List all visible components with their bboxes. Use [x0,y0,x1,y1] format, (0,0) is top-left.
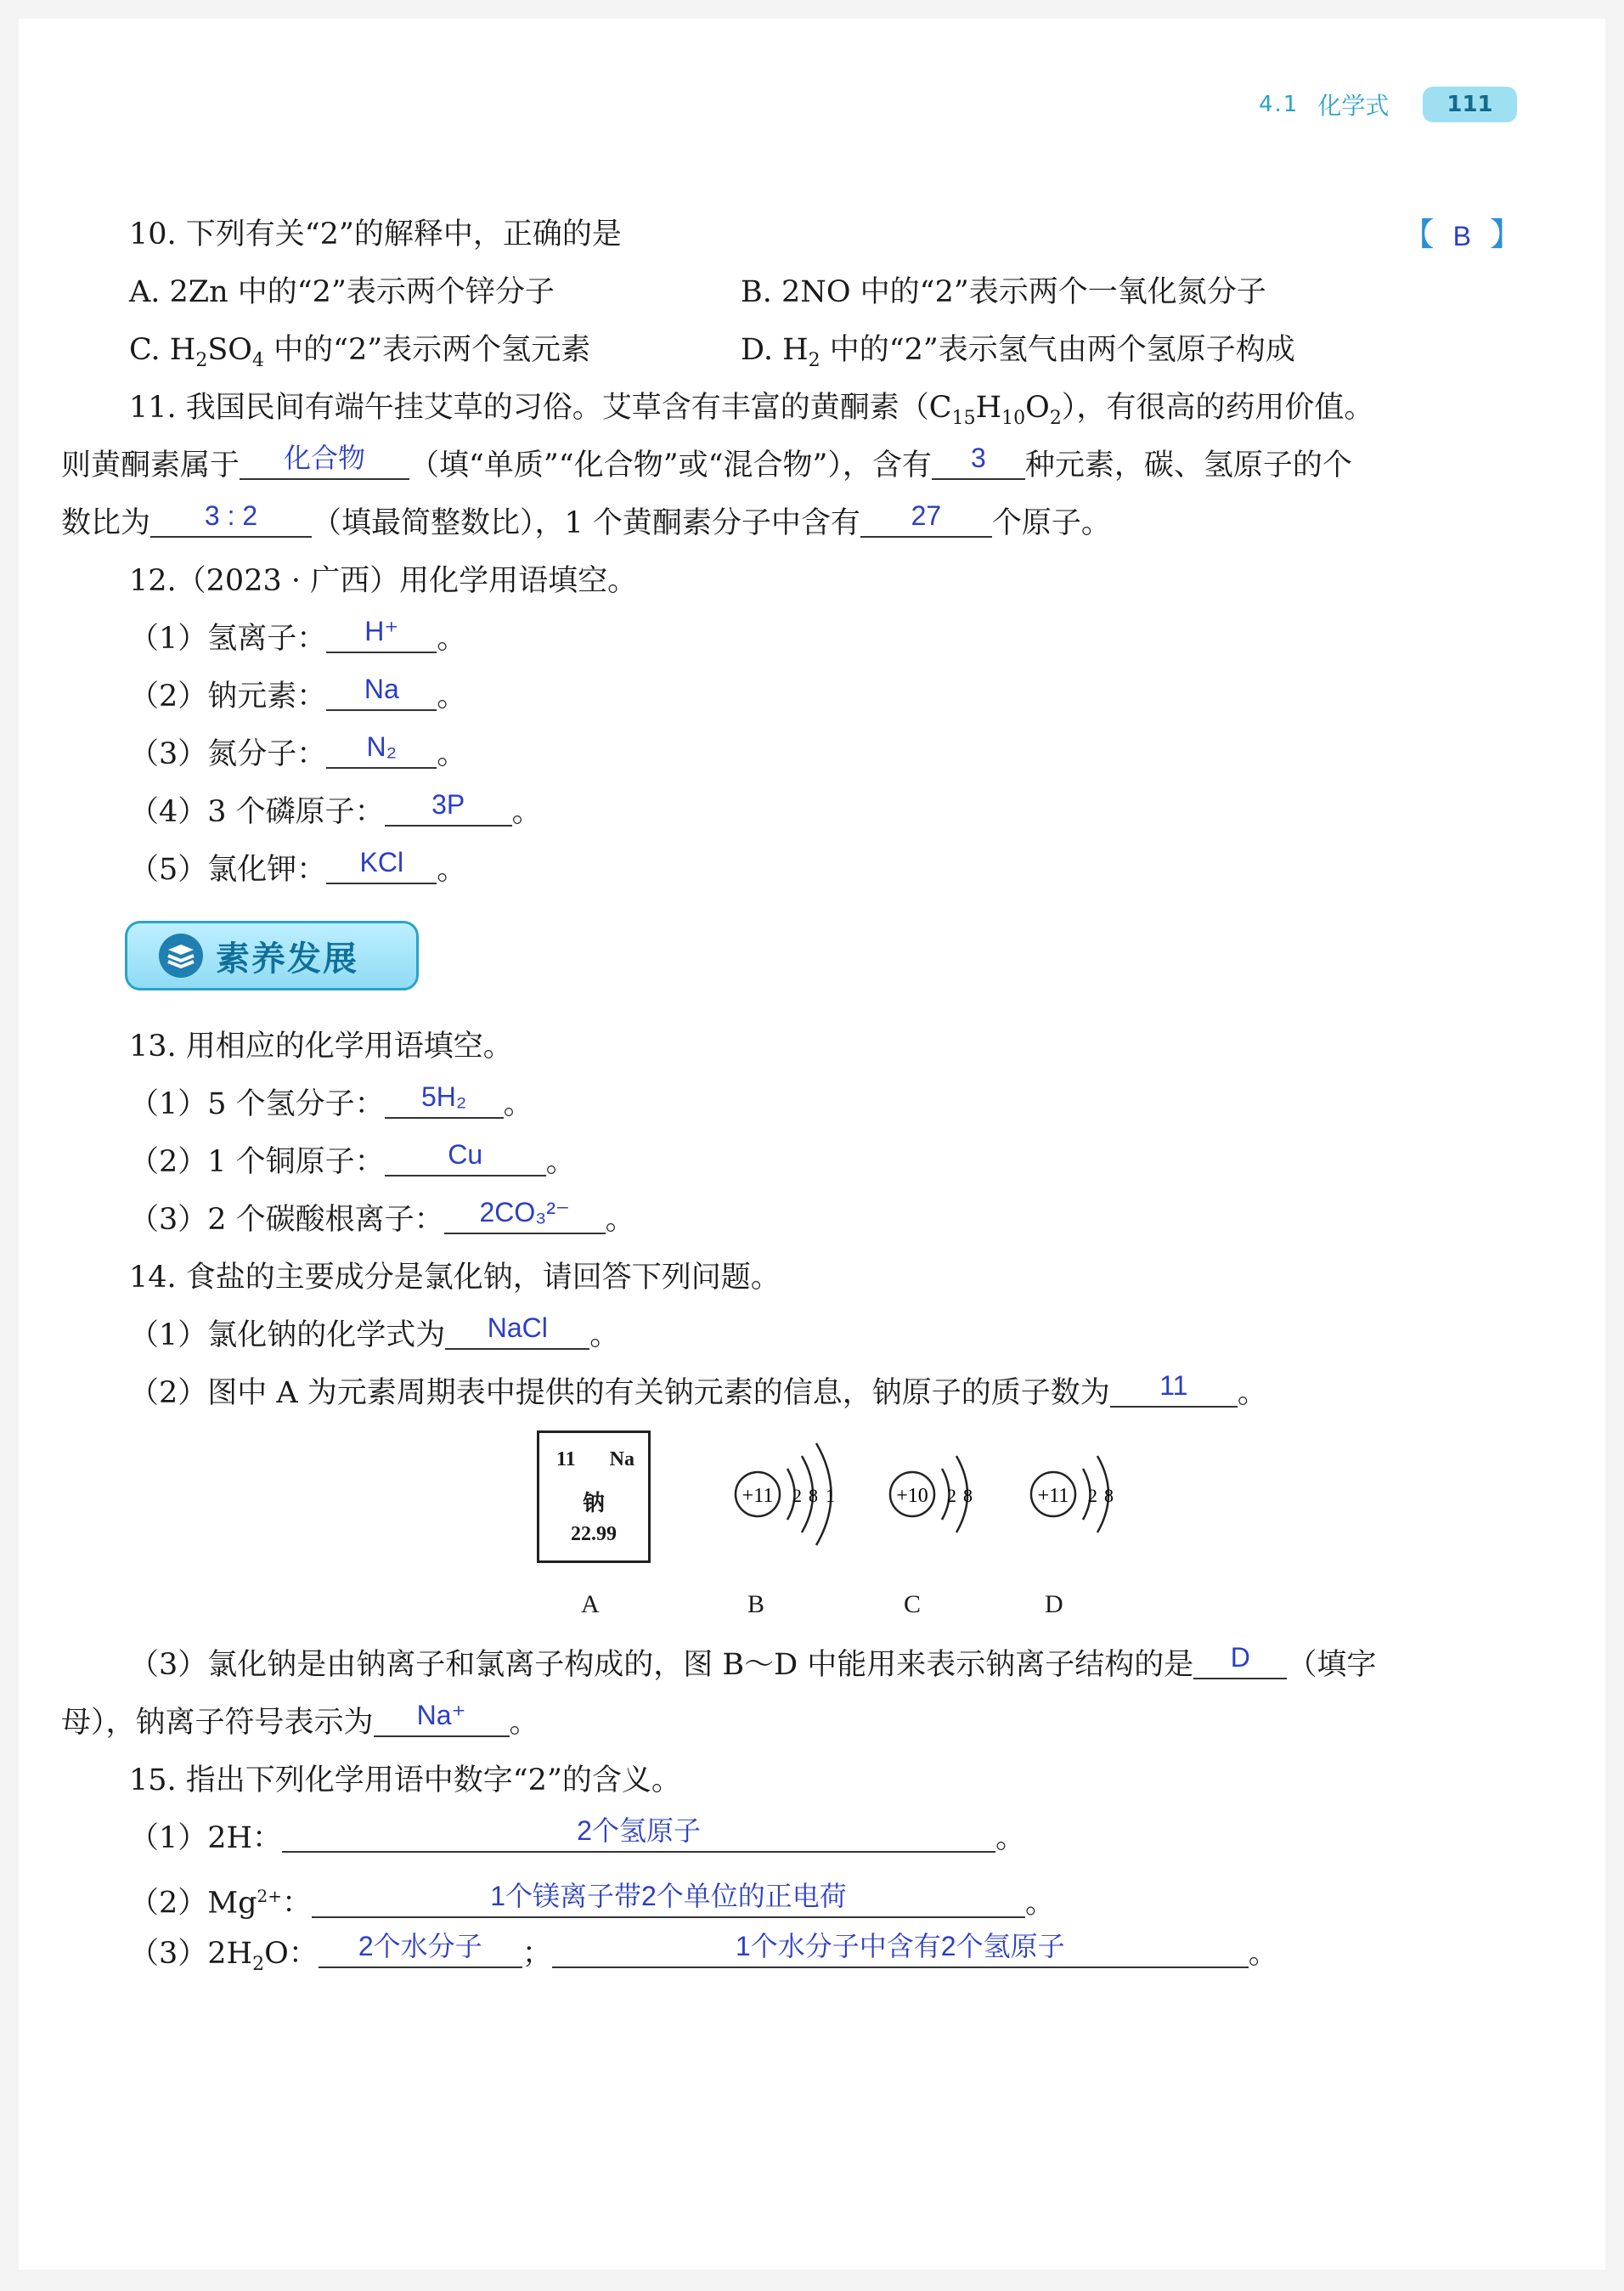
q12-item-5 [129,841,1539,899]
answer: 2CO₃²⁻ [479,1197,570,1227]
q10-option-d [741,333,1295,371]
period: 。 [545,1145,576,1179]
q10-option-a: A. 2Zn 中的“2”表示两个锌分子 [129,275,555,309]
text: 中的“2”表示氢气由两个氢原子构成 [820,333,1295,367]
q15-blank-2[interactable] [312,1879,1025,1918]
q11-answer-4: 27 [911,500,942,531]
q13-item-2 [129,1133,1539,1191]
q14-part-1 [129,1306,1539,1364]
label: （2）Mg [129,1886,257,1921]
period: 。 [437,622,467,656]
atomic-mass: 22.99 [571,1523,617,1545]
section-number: 4.1 [1259,92,1300,117]
label: （2）钠元素： [129,680,327,714]
label: （3）2 个碳酸根离子： [129,1203,444,1237]
q11-blank-4[interactable] [860,499,992,538]
text: 则黄酮素属于 [61,449,240,482]
answer: Cu [448,1139,483,1170]
nucleus-charge: +11 [742,1485,774,1507]
atom-diagram-b [707,1430,860,1558]
q12-stem: 12.（2023 · 广西）用化学用语填空。 [129,564,638,598]
separator: ； [522,1937,552,1971]
nucleus-charge: +10 [896,1485,928,1507]
q13-item-1 [129,1075,1539,1133]
text: （3）氯化钠是由钠离子和氯离子构成的，图 B～D 中能用来表示钠离子结构的是 [129,1648,1194,1682]
text: 种元素，碳、氢原子的个 [1024,449,1352,482]
page-number: 111 [1423,87,1516,122]
shell-2: 8 [809,1485,818,1506]
answer: KCl [359,847,404,877]
shell-3: 1 [826,1485,835,1506]
section-banner [125,921,419,990]
q12-blank-2[interactable] [326,672,437,711]
content [61,206,1539,1983]
page-header [1259,87,1517,122]
period: 。 [437,853,467,887]
q12-item-2 [129,668,1539,725]
period: 。 [605,1203,635,1237]
q13-item-3 [129,1191,1539,1249]
banner-title: 素养发展 [216,939,358,979]
subscript: 2 [195,350,208,371]
q14-blank-1[interactable] [445,1311,589,1350]
answer: 1个镁离子带2个单位的正电荷 [490,1880,847,1911]
answer: D [1230,1642,1250,1673]
shell-1: 2 [1088,1485,1097,1506]
q14-blank-4[interactable] [374,1698,510,1737]
q11-line3 [61,494,1539,552]
q12-blank-4[interactable] [385,787,512,827]
answer: 5H₂ [421,1081,467,1112]
text: H [975,391,1002,425]
q15-part-2 [129,1867,1539,1925]
label: （3）2H [129,1937,253,1971]
q12-blank-5[interactable] [326,845,437,884]
q12-item-1 [129,610,1539,668]
colon: ： [282,1886,313,1921]
answer: 3P [431,789,465,820]
atom-diagram-d [1002,1430,1130,1558]
period: 。 [509,1706,539,1740]
answer: H⁺ [364,616,399,646]
q14-blank-3[interactable] [1193,1640,1287,1679]
q15-blank-1[interactable] [282,1814,995,1853]
text: 个原子。 [991,506,1111,540]
nucleus-charge: +11 [1037,1485,1069,1507]
text: 母），钠离子符号表示为 [61,1706,374,1740]
q14-stem: 14. 食盐的主要成分是氯化钠，请回答下列问题。 [129,1261,781,1295]
q12-blank-1[interactable] [326,614,437,653]
answer: 11 [1159,1370,1188,1401]
period: 。 [995,1821,1026,1855]
q15-part-1 [129,1809,1539,1867]
answer: N₂ [366,731,398,762]
atom-diagram-c [861,1430,989,1558]
q10-answer-bracket [1402,206,1522,265]
q11-blank-3[interactable] [150,499,312,538]
shell-2: 8 [1104,1485,1114,1506]
period: 。 [437,680,467,714]
shell-1: 2 [947,1485,956,1506]
answer: NaCl [487,1312,548,1343]
subscript: 2 [808,350,820,371]
label: （5）氯化钾： [129,853,327,887]
subscript: 2 [252,1954,265,1975]
label: （3）氮分子： [129,737,327,771]
q12-item-3 [129,725,1539,783]
text: （填字 [1287,1648,1377,1682]
q14-part-2 [129,1364,1539,1422]
element-symbol: Na [609,1448,634,1470]
q11-blank-2[interactable] [932,441,1025,480]
text: （填最简整数比），1 个黄酮素分子中含有 [312,506,860,540]
q11-answer-1: 化合物 [284,443,366,473]
label: （2）图中 A 为元素周期表中提供的有关钠元素的信息，钠原子的质子数为 [129,1376,1110,1410]
subscript: 2 [1049,408,1062,429]
q11-blank-1[interactable] [240,441,409,480]
q14-part-3-line1 [129,1636,1539,1694]
q15-blank-3[interactable] [319,1929,522,1968]
period: 。 [589,1318,620,1352]
q11-line1 [129,379,1539,437]
text: ），有很高的药用价值。 [1061,391,1374,425]
section-title: 化学式 [1317,92,1390,120]
period: 。 [1237,1376,1267,1410]
q12-blank-3[interactable] [326,730,437,769]
q10-options-cd [129,321,1539,379]
label: （2）1 个铜原子： [129,1145,385,1179]
answer: Na [364,674,399,704]
q11-answer-3: 3 : 2 [204,500,258,531]
period: 。 [503,1087,533,1121]
q15-part-3 [129,1925,1539,1983]
text: SO [207,333,252,367]
text: （填“单质”“化合物”或“混合物”），含有 [409,449,932,482]
shell-2: 8 [963,1485,973,1506]
bracket-open: 【 [1401,216,1435,253]
label: （1）氯化钠的化学式为 [129,1318,446,1352]
q13-stem: 13. 用相应的化学用语填空。 [129,1030,513,1064]
period: 。 [1025,1886,1056,1921]
q11-line2 [61,437,1539,494]
q11-answer-2: 3 [970,443,986,473]
label: （1）2H： [129,1821,283,1855]
period: 。 [511,795,542,829]
q14-part-3-line2 [61,1694,1539,1752]
shell-1: 2 [792,1485,802,1506]
period: 。 [437,737,467,771]
label: （1）氢离子： [129,622,327,656]
q13-blank-3[interactable] [444,1195,606,1234]
text: 11. 我国民间有端午挂艾草的习俗。艾草含有丰富的黄酮素（C [129,391,952,425]
figure-label-a: A [581,1590,600,1618]
label: （4）3 个磷原子： [129,795,385,829]
periodic-table-cell [537,1430,651,1563]
q10-answer: B [1452,221,1471,251]
text: 数比为 [61,506,151,540]
q14-blank-2[interactable] [1110,1368,1238,1408]
q15-blank-4[interactable] [552,1929,1249,1968]
q12-item-4 [129,783,1539,841]
text: C. H [129,333,196,367]
q10-stem [129,206,1539,263]
q13-blank-2[interactable] [385,1137,546,1177]
text: 中的“2”表示两个氢元素 [263,333,591,367]
page [19,19,1605,2270]
element-name: 钠 [582,1491,605,1515]
answer: 2个水分子 [358,1931,482,1961]
text: D. H [741,333,809,367]
q15-stem: 15. 指出下列化学用语中数字“2”的含义。 [129,1763,681,1797]
period: 。 [1248,1937,1278,1971]
atomic-number: 11 [556,1448,576,1470]
q10-option-b: B. 2NO 中的“2”表示两个一氧化氮分子 [741,275,1266,309]
figure-label-d: D [1045,1590,1063,1618]
answer: 2个氢原子 [577,1815,701,1846]
label: O： [264,1937,319,1971]
atom-figure [129,1430,1539,1626]
q10-options-ab [129,263,1539,321]
answer: Na⁺ [416,1700,466,1730]
q10-stem-text: 10. 下列有关“2”的解释中，正确的是 [129,217,622,251]
figure-label-c: C [904,1590,922,1618]
q13-blank-1[interactable] [385,1080,504,1119]
text: O [1025,391,1050,425]
subscript: 15 [951,408,976,429]
label: （1）5 个氢分子： [129,1087,385,1121]
bracket-close: 】 [1489,216,1522,253]
subscript: 10 [1001,408,1026,429]
subscript: 4 [251,350,264,371]
books-icon [158,933,204,979]
answer: 1个水分子中含有2个氢原子 [735,1931,1065,1961]
superscript: 2+ [257,1886,282,1906]
figure-label-b: B [747,1590,765,1618]
